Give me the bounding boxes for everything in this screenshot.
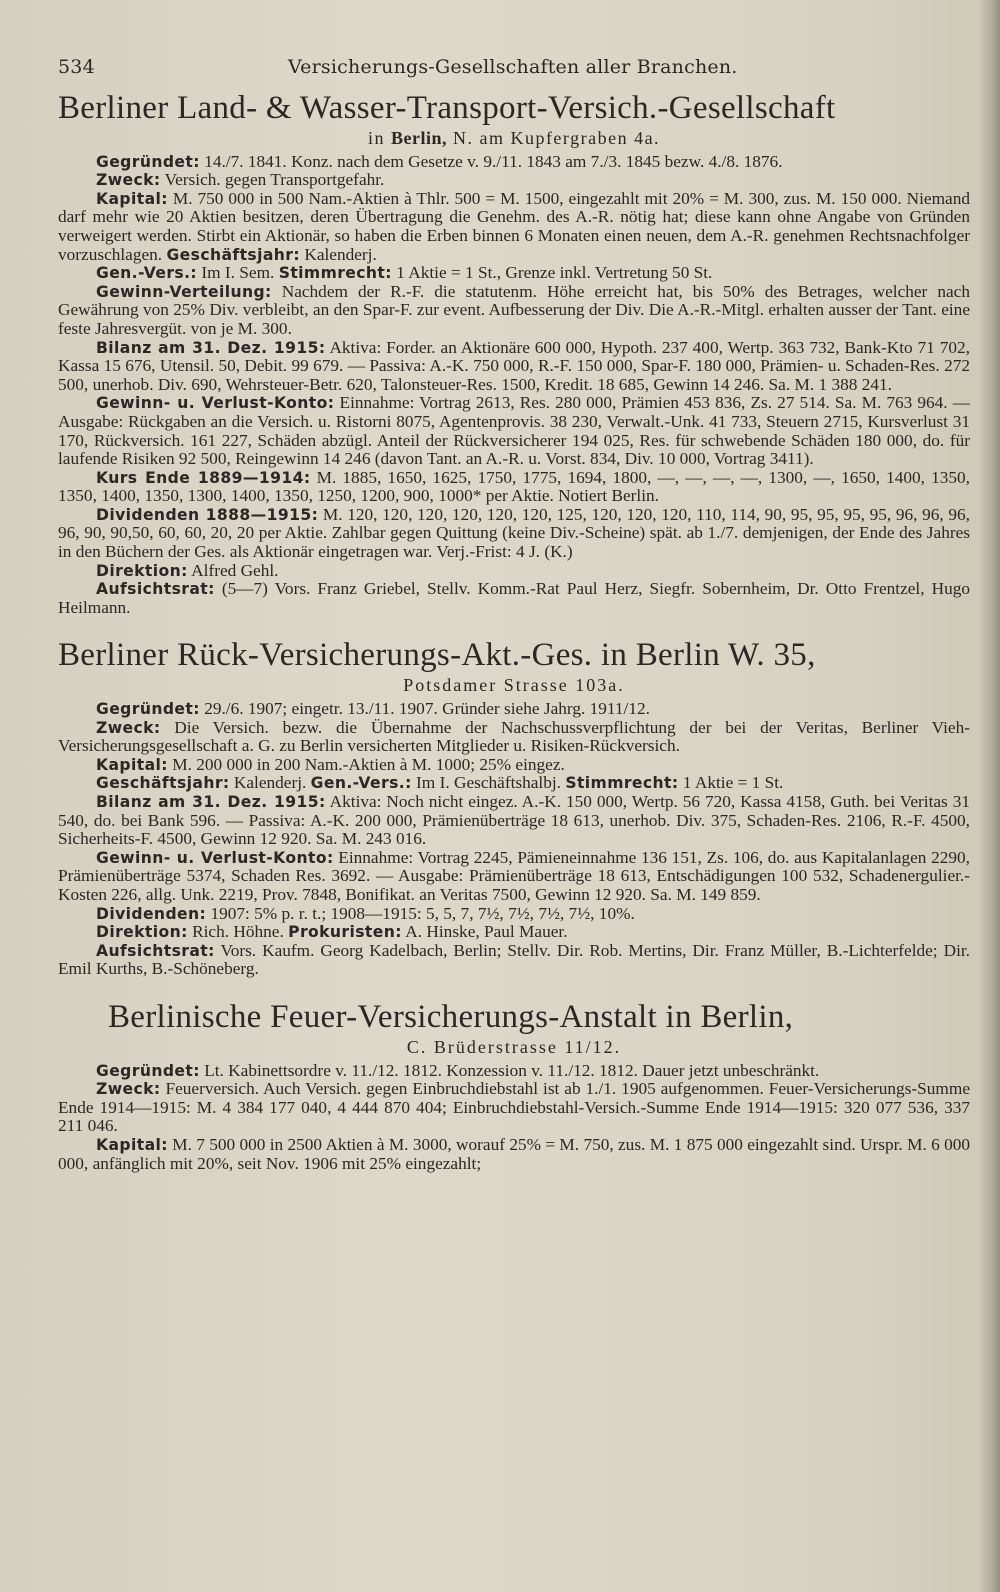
company-entry xyxy=(58,997,970,1173)
field-text: 1907: 5% p. r. t.; 1908—1915: 5, 5, 7, 7½, 7½, 7½, 7½, 10%. xyxy=(210,903,635,923)
entry-paragraph xyxy=(58,339,970,395)
entry-paragraph xyxy=(58,171,970,190)
entry-paragraph xyxy=(58,905,970,924)
page-edge-shadow xyxy=(978,0,1000,1592)
entry-paragraph xyxy=(58,580,970,617)
entry-paragraph xyxy=(58,283,970,339)
entry-paragraph xyxy=(58,774,970,793)
entry-paragraph xyxy=(58,719,970,756)
entry-title: Berlinische Feuer-Versicherungs-Anstalt in Berlin, xyxy=(108,998,794,1035)
field-label: Gewinn- u. Verlust-Konto: xyxy=(96,394,335,413)
field-text: M. 7 500 000 in 2500 Aktien à M. 3000, worauf 25% = M. 750, zus. M. 1 875 000 eingezahlt sind. Urspr. M. 6 000 000, anfänglich mit 20%, seit Nov. 1906 mit 25% eingezahlt; xyxy=(58,1134,970,1173)
field-text: 29./6. 1907; eingetr. 13./11. 1907. Gründer siehe Jahrg. 1911/12. xyxy=(204,699,650,719)
field-text: Einnahme: Vortrag 2613, Res. 280 000, Prämien 453 836, Zs. 27 514. Sa. M. 763 964. — Ausgabe: Rückgaben an die Versich. u. Ristorni 8075, Agentenprovis. 38 230, Verwalt.-Unk. 41 733, Steuern 2715, Kursverlust 31 170, Rückversich. 161 227, Schäden abzügl. Anteil der Rückversicherer 194 025, Res. für schwebende Schäden 180 000, do. für laufende Risiken 92 500, Reingewinn 14 246 (davon Tant. an A.-R. u. Vorst. 834, Div. 10 000, Vortrag 3411). xyxy=(58,393,971,469)
entry-address: Potsdamer Strasse 103a. xyxy=(403,675,625,696)
field-label: Zweck: xyxy=(96,171,161,190)
entry-paragraph xyxy=(58,849,970,905)
field-label: Zweck: xyxy=(96,718,161,737)
entry-paragraph xyxy=(58,394,970,468)
field-label: Zweck: xyxy=(96,1080,161,1099)
field-label: Gegründet: xyxy=(96,152,200,171)
field-label: Dividenden: xyxy=(96,904,207,923)
field-text: M. 200 000 in 200 Nam.-Aktien à M. 1000; 25% eingez. xyxy=(172,754,565,774)
field-text: A. Hinske, Paul Mauer. xyxy=(405,922,568,942)
field-text: 1 Aktie = 1 St., Grenze inkl. Vertretung 50 St. xyxy=(396,263,713,283)
field-label: Direktion: xyxy=(96,923,188,942)
entry-address xyxy=(58,129,970,148)
field-label: Gegründet: xyxy=(96,700,200,719)
field-label: Stimmrecht: xyxy=(278,264,392,283)
entry-paragraph xyxy=(58,700,970,719)
field-label: Gewinn- u. Verlust-Konto: xyxy=(96,848,334,867)
address-prefix: in xyxy=(367,128,385,148)
entry-title: Berliner Rück-Versicherungs-Akt.-Ges. in Berlin W. 35, xyxy=(58,637,816,674)
field-label: Aufsichtsrat: xyxy=(96,941,215,960)
field-label: Bilanz am 31. Dez. 1915: xyxy=(96,338,326,357)
field-text: Alfred Gehl. xyxy=(191,560,279,580)
field-text: M. 750 000 in 500 Nam.-Aktien à Thlr. 500 = M. 1500, eingezahlt mit 20% = M. 300, zus. M. 150 000. Niemand darf mehr wie 20 Aktien besitzen, deren Übertragung die Genehm. des A.-R. nötig hat; diese kann ohne Angabe von Gründen verweigert werden. Stirbt ein Aktionär, so haben die Erben binnen 6 Monaten einen neuen, dem A.-R. genehmen Rechtsnachfolger vorzuschlagen. xyxy=(58,188,970,264)
field-label: Geschäftsjahr: xyxy=(166,245,301,264)
entry-paragraph xyxy=(58,923,970,942)
field-label: Geschäftsjahr: xyxy=(96,774,230,793)
field-label: Aufsichtsrat: xyxy=(96,580,215,599)
field-label: Kurs Ende 1889—1914: xyxy=(96,468,311,487)
field-text: (5—7) Vors. Franz Griebel, Stellv. Komm.-Rat Paul Herz, Siegfr. Sobernheim, Dr. Otto Frentzel, Hugo Heilmann. xyxy=(58,579,970,617)
field-text: Kalenderj. xyxy=(233,773,307,793)
entry-paragraph xyxy=(58,506,970,562)
field-text: Versich. gegen Transportgefahr. xyxy=(164,170,385,190)
field-label: Bilanz am 31. Dez. 1915: xyxy=(96,793,326,811)
company-entry xyxy=(58,635,970,979)
field-label: Dividenden 1888—1915: xyxy=(96,505,319,524)
field-text: Nachdem der R.-F. die statutenm. Höhe erreicht hat, bis 50% des Betrages, welcher nach Gewährung von 25% Div. verbleibt, an den Spar-F. zur event. Aufbesserung der Div. Die A.-R.-Mitgl. erhalten ausser der Tant. eine feste Jahresvergüt. von je M. 300. xyxy=(58,281,970,338)
field-label: Gegründet: xyxy=(96,1061,200,1080)
entry-paragraph xyxy=(58,153,970,172)
field-text: Einnahme: Vortrag 2245, Pämieneinnahme 136 151, Zs. 106, do. aus Kapitalanlagen 2290, Prämienüberträge 5374, Schaden Res. 3692. — Ausgabe: Prämienüberträge 18 613, Entschädigungen 100 532, Schadenergulier.-Kosten 226, allg. Unk. 2219, Prov. 7848, Bonifikat. an Veritas 7500, Gewinn 12 920. Sa. M. 149 859. xyxy=(58,847,970,904)
entry-paragraph xyxy=(58,264,970,283)
field-label: Kapital: xyxy=(96,1135,168,1154)
page-number: 534 xyxy=(58,56,95,78)
entry-paragraph xyxy=(58,1080,970,1136)
field-text: Im I. Sem. xyxy=(201,263,275,283)
field-text: Aktiva: Forder. an Aktionäre 600 000, Hypoth. 237 400, Wertp. 363 732, Bank-Kto 71 702, Kassa 15 676, Utensil. 50, Debit. 99 679. — Passiva: A.-K. 750 000, R.-F. 150 000, Spar-F. 180 000, Prämien- u. Schaden-Res. 272 500, unerhob. Div. 690, Wehrsteuer-Betr. 620, Talonsteuer-Res. 1500, Kredit. 18 685, Gewinn 14 246. Sa. M. 1 388 241. xyxy=(58,337,970,394)
field-text: Aktiva: Noch nicht eingez. A.-K. 150 000, Wertp. 56 720, Kassa 4158, Guth. bei Veritas 31 540, do. bei Bank 596. — Passiva: A.-K. 200 000, Prämienüberträge 18 613, unerhob. Div. 375, Schaden-Res. 2106, R.-F. 4500, Sicherheits-F. 4500, Gewinn 12 920. Sa. M. 243 016. xyxy=(58,792,970,849)
field-label: Kapital: xyxy=(96,189,168,208)
entry-paragraph xyxy=(58,562,970,581)
field-text: M. 120, 120, 120, 120, 120, 120, 125, 120, 120, 120, 110, 114, 90, 95, 95, 95, 95, 96, 96, 96, 96, 90, 90,50, 60, 60, 20, 20 per Aktie. Zahlbar gegen Quittung (keine Div.-Scheine) spät. ab 1./7. demjenigen, der Ende des Jahres in den Büchern der Ges. als Aktionär eingetragen war. Verj.-Frist: 4 J. (K.) xyxy=(58,504,970,562)
entry-paragraph xyxy=(58,942,970,979)
field-text: Rich. Höhne. xyxy=(192,922,284,942)
field-label: Stimmrecht: xyxy=(565,774,679,793)
field-label: Gewinn-Verteilung: xyxy=(96,282,272,301)
entry-title: Berliner Land- & Wasser-Transport-Versich.-Gesellschaft xyxy=(58,90,836,126)
field-label: Gen.-Vers.: xyxy=(310,774,412,793)
entry-address: C. Brüderstrasse 11/12. xyxy=(406,1036,622,1057)
company-entry xyxy=(58,88,970,617)
field-label: Gen.-Vers.: xyxy=(96,264,198,283)
field-text: Die Versich. bezw. die Übernahme der Nachschussverpflichtung der bei der Veritas, Berliner Vieh-Versicherungsgesellschaft a. G. zu Berlin versicherten Mitglieder u. Risiken-Rückversich. xyxy=(58,717,970,756)
field-text: M. 1885, 1650, 1625, 1750, 1775, 1694, 1800, —, —, —, —, 1300, —, 1650, 1400, 1350, 1350, 1400, 1350, 1300, 1400, 1350, 1250, 1200, 900, 1000* per Aktie. Notiert Berlin. xyxy=(58,467,970,506)
running-title: Versicherungs-Gesellschaften aller Branchen. xyxy=(288,56,738,78)
field-text: Feuerversich. Auch Versich. gegen Einbruchdiebstahl ist ab 1./1. 1905 aufgenommen. Feuer-Versicherungs-Summe Ende 1914—1915: M. 4 384 177 040, 4 444 870 404; Einbruchdiebstahl-Versich.-Summe Ende 1914—1915: 320 077 536, 337 211 046. xyxy=(58,1079,970,1136)
field-text: 14./7. 1841. Konz. nach dem Gesetze v. 9./11. 1843 am 7./3. 1845 bezw. 4./8. 1876. xyxy=(204,151,783,171)
entry-paragraph xyxy=(58,1136,970,1173)
field-label: Kapital: xyxy=(96,755,168,774)
field-text: Kalenderj. xyxy=(304,244,377,264)
entry-paragraph xyxy=(58,793,970,849)
entry-paragraph xyxy=(58,1062,970,1081)
entry-paragraph xyxy=(58,756,970,775)
field-text: Vors. Kaufm. Georg Kadelbach, Berlin; Stellv. Dir. Rob. Mertins, Dir. Franz Müller, B.-Lichterfelde; Dir. Emil Kurths, B.-Schöneberg. xyxy=(58,940,970,979)
address-rest: N. am Kupfergraben 4a. xyxy=(452,128,661,148)
field-text: Lt. Kabinettsordre v. 11./12. 1812. Konzession v. 11./12. 1812. Dauer jetzt unbeschränkt. xyxy=(204,1060,820,1080)
entry-paragraph xyxy=(58,469,970,506)
field-text: 1 Aktie = 1 St. xyxy=(682,773,784,793)
address-city: Berlin, xyxy=(390,128,447,148)
entry-paragraph xyxy=(58,190,970,264)
field-label: Direktion: xyxy=(96,561,188,580)
field-label: Prokuristen: xyxy=(288,923,402,942)
field-text: Im I. Geschäftshalbj. xyxy=(416,773,561,793)
page-content xyxy=(58,82,970,1173)
